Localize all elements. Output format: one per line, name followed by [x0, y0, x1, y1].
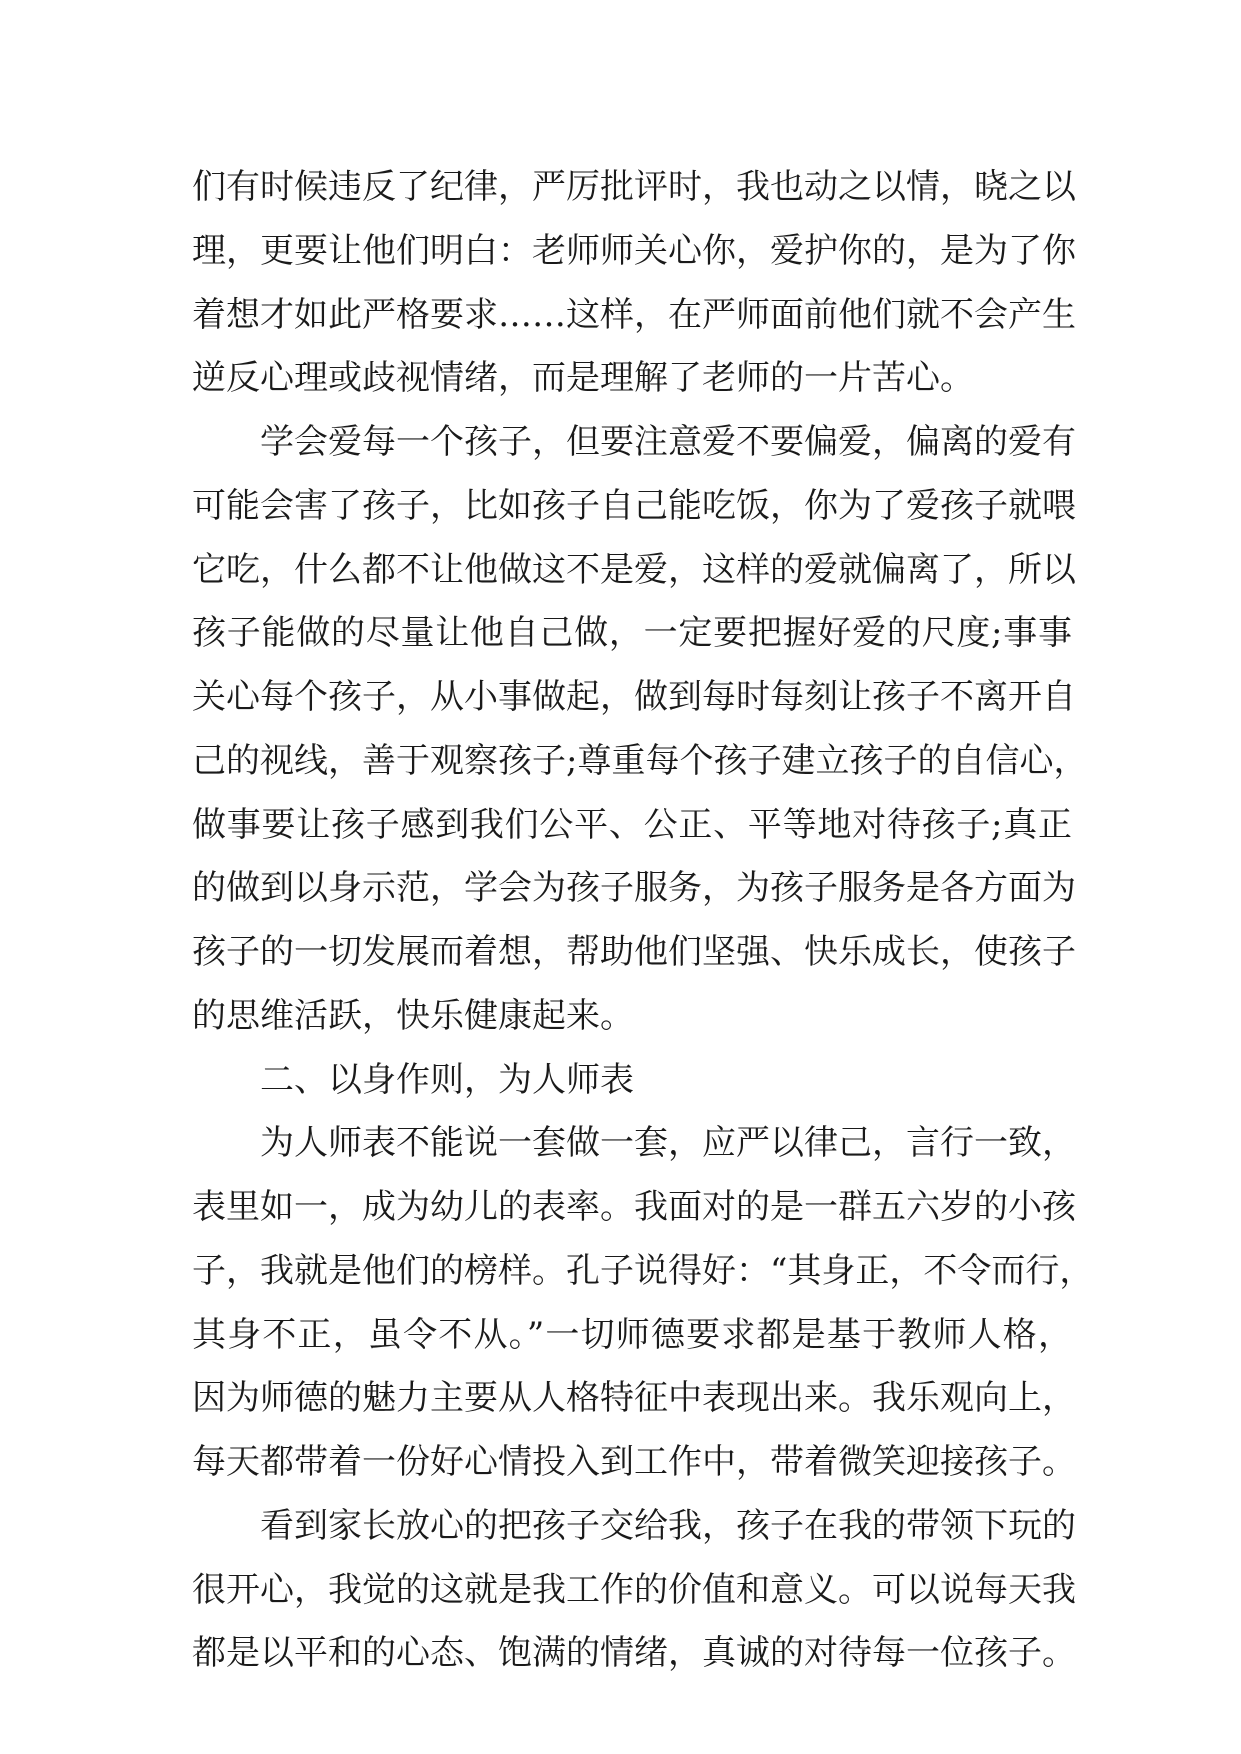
text-line: 的思维活跃，快乐健康起来。: [192, 995, 634, 1036]
text-line: 己的视线，善于观察孩子;尊重每个孩子建立孩子的自信心，: [192, 740, 1088, 781]
text-line: 做事要让孩子感到我们公平、公正、平等地对待孩子;真正: [192, 804, 1072, 845]
text-line: 它吃，什么都不让他做这不是爱，这样的爱就偏离了，所以: [192, 549, 1076, 590]
text-line: 其身不正，虽令不从。”一切师德要求都是基于教师人格，: [192, 1314, 1072, 1355]
paragraph-first-line: 为人师表不能说一套做一套，应严以律己，言行一致，: [260, 1123, 1076, 1164]
text-line: 们有时候违反了纪律，严厉批评时，我也动之以情，晓之以: [192, 167, 1076, 207]
paragraph-first-line: 学会爱每一个孩子，但要注意爱不要偏爱，偏离的爱有: [260, 422, 1076, 462]
document-body: [192, 156, 1094, 1686]
text-line: 关心每个孩子，从小事做起，做到每时每刻让孩子不离开自: [192, 677, 1076, 717]
text-line: 每天都带着一份好心情投入到工作中，带着微笑迎接孩子。: [192, 1442, 1076, 1482]
text-line: 孩子的一切发展而着想，帮助他们坚强、快乐成长，使孩子: [192, 932, 1076, 972]
text-line: 因为师德的魅力主要从人格特征中表现出来。我乐观向上，: [192, 1378, 1076, 1419]
text-line: 着想才如此严格要求……这样，在严师面前他们就不会产生: [192, 294, 1076, 335]
text-line: 逆反心理或歧视情绪，而是理解了老师的一片苦心。: [192, 358, 974, 399]
text-line: 的做到以身示范，学会为孩子服务，为孩子服务是各方面为: [192, 868, 1076, 909]
text-line: 可能会害了孩子，比如孩子自己能吃饭，你为了爱孩子就喂: [192, 485, 1076, 526]
section-heading: 二、以身作则，为人师表: [260, 1059, 634, 1100]
text-line: 子，我就是他们的榜样。孔子说得好：“其身正，不令而行，: [192, 1250, 1094, 1291]
text-line: 孩子能做的尽量让他自己做，一定要把握好爱的尺度;事事: [192, 613, 1072, 654]
text-line: 很开心，我觉的这就是我工作的价值和意义。可以说每天我: [192, 1569, 1076, 1610]
paragraph-first-line: 看到家长放心的把孩子交给我，孩子在我的带领下玩的: [260, 1505, 1076, 1546]
text-line: 都是以平和的心态、饱满的情绪，真诚的对待每一位孩子。: [192, 1633, 1076, 1674]
text-line: 理，更要让他们明白：老师师关心你，爱护你的，是为了你: [192, 230, 1076, 271]
text-line: 表里如一，成为幼儿的表率。我面对的是一群五六岁的小孩: [192, 1187, 1076, 1227]
